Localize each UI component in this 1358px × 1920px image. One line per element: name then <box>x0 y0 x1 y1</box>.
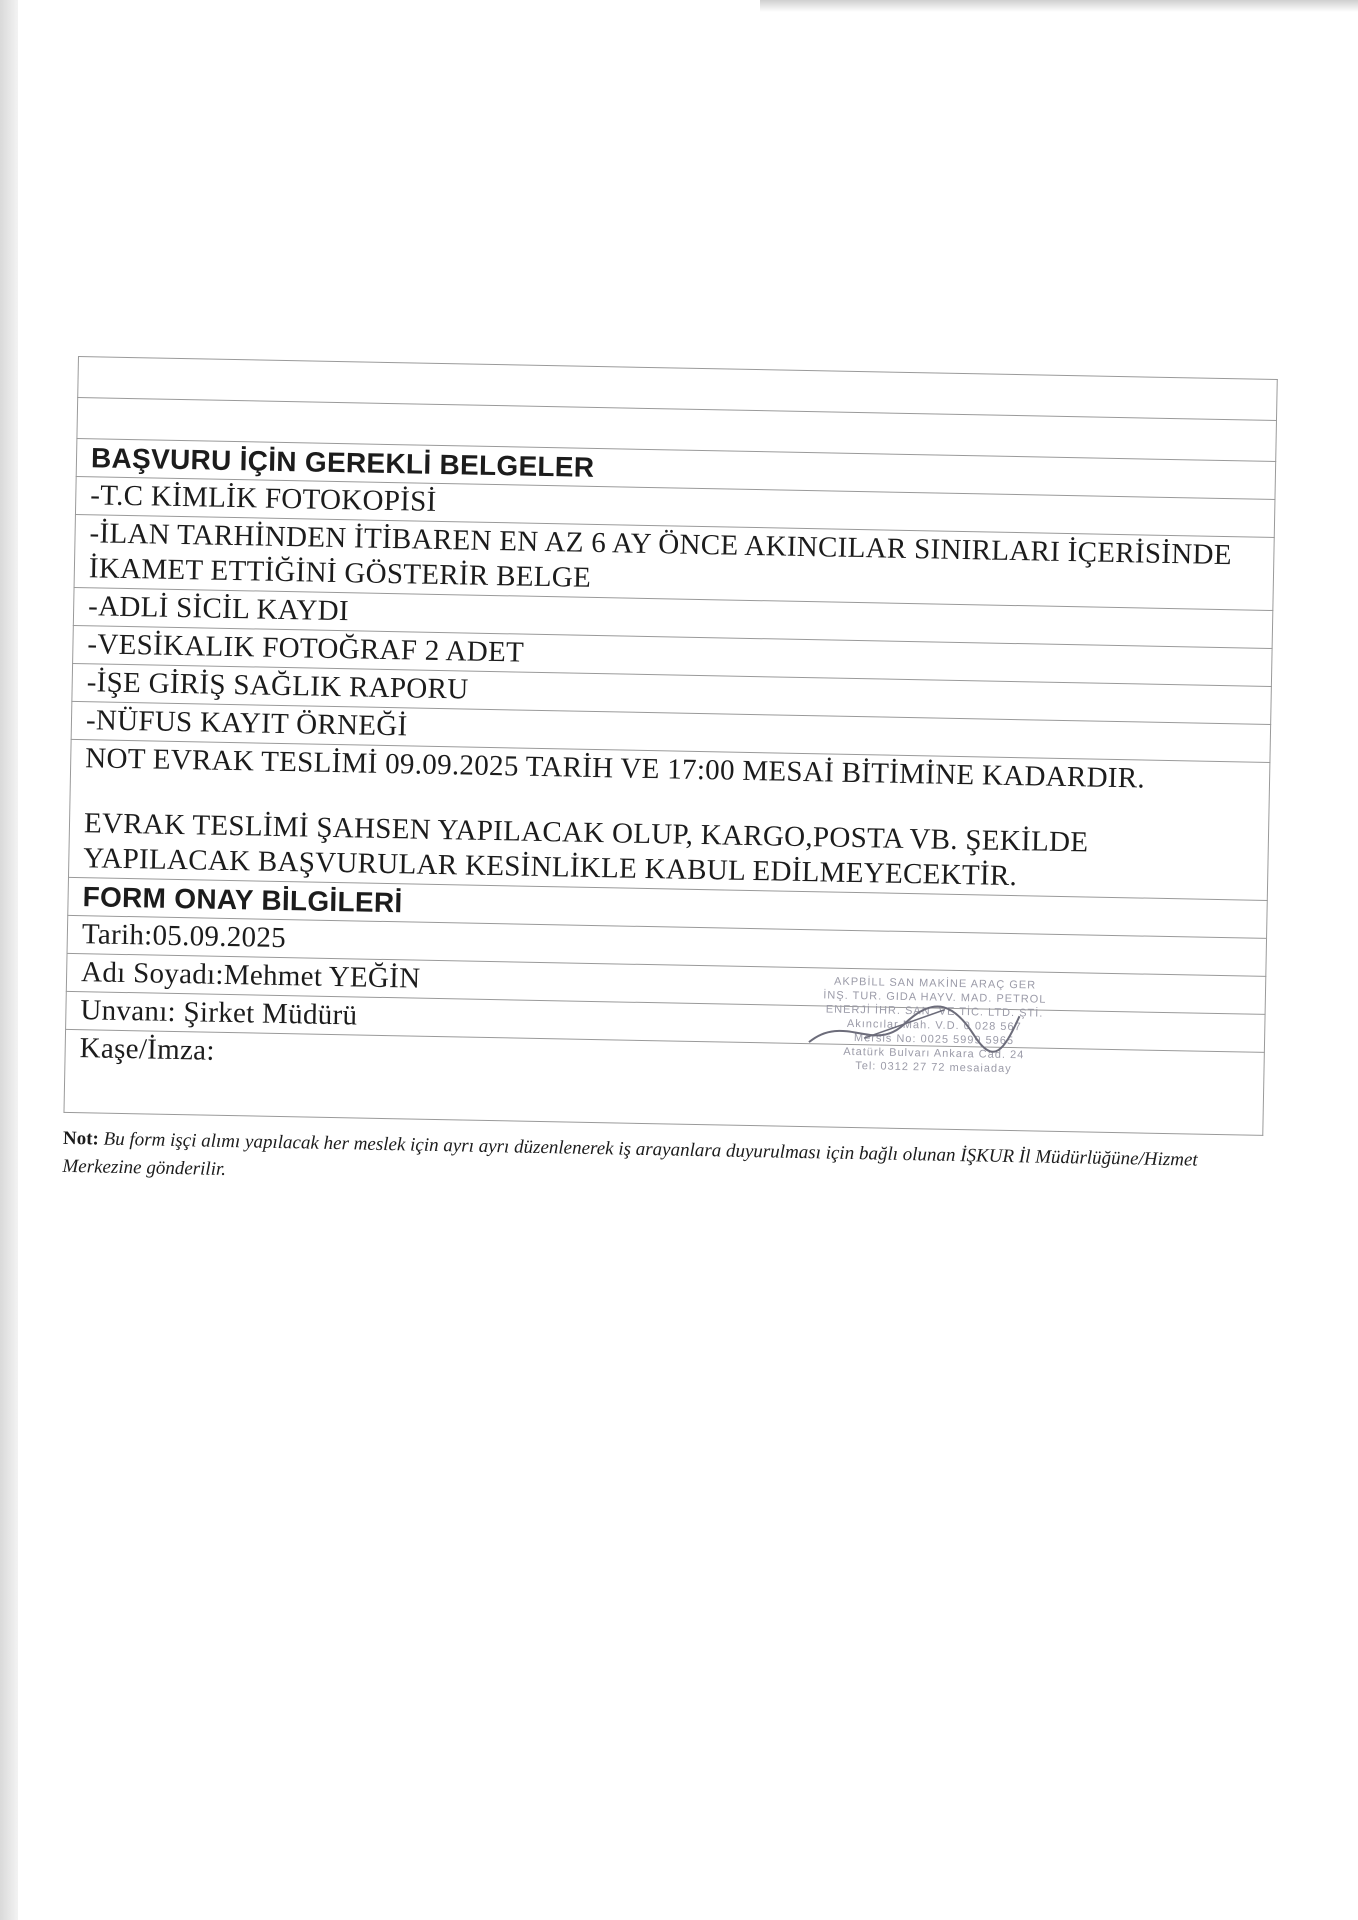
required-doc-item: -ADLİ SİCİL KAYDI <box>73 587 1273 648</box>
required-doc-item: -VESİKALIK FOTOĞRAF 2 ADET <box>73 625 1273 686</box>
footnote-label: Not: <box>62 1127 100 1150</box>
approval-heading: FORM ONAY BİLGİLERİ <box>68 877 1268 938</box>
required-docs-heading: BAŞVURU İÇİN GEREKLİ BELGELER <box>76 438 1276 499</box>
stamp-line: Mersis No: 0025 5999 5965 <box>853 1032 1015 1048</box>
signature-label: Kaşe/İmza: <box>79 1032 216 1067</box>
approval-title: Unvanı: Şirket Müdürü <box>66 991 1266 1052</box>
stamp-line: AKPBİLL SAN MAKİNE ARAÇ GER <box>833 975 1037 992</box>
stamp-line: İNŞ. TUR. GIDA HAYV. MAD. PETROL <box>823 989 1047 1006</box>
approval-date: Tarih:05.09.2025 <box>67 915 1267 976</box>
approval-name: Adı Soyadı:Mehmet YEĞİN <box>66 953 1266 1014</box>
required-doc-item: -İLAN TARHİNDEN İTİBAREN EN AZ 6 AY ÖNCE AKINCILAR SINIRLARI İÇERİSİNDE İKAMET ETTİĞİNİ GÖSTERİR BELGE <box>74 514 1274 610</box>
scan-edge <box>0 0 18 1920</box>
stamp-line: Akıncılar Mah. V.D. 0 028 567 <box>846 1017 1022 1034</box>
form-document <box>62 356 1278 1204</box>
form-table <box>63 356 1277 1136</box>
delivery-note-text: EVRAK TESLİMİ ŞAHSEN YAPILACAK OLUP, KARGO,POSTA VB. ŞEKİLDE YAPILACAK BAŞVURULAR KESİNLİKLE KABUL EDİLMEYECEKTİR. <box>83 807 1089 893</box>
stamp-line: ENERJİ İHR. SAN. VE TİC. LTD. ŞTİ. <box>825 1003 1044 1020</box>
signature-scribble <box>804 992 1025 1066</box>
required-doc-item: -NÜFUS KAYIT ÖRNEĞİ <box>71 701 1271 762</box>
deadline-note <box>68 739 1269 900</box>
required-doc-item: -İŞE GİRİŞ SAĞLIK RAPORU <box>72 663 1272 724</box>
stamp-line: Tel: 0312 27 72 mesaiaday <box>855 1060 1012 1076</box>
stamp-line: Atatürk Bulvarı Ankara Cad. 24 <box>843 1045 1025 1062</box>
deadline-note-text: NOT EVRAK TESLİMİ 09.09.2025 TARİH VE 17:00 MESAİ BİTİMİNE KADARDIR. <box>84 742 1146 795</box>
required-doc-item: -T.C KİMLİK FOTOKOPİSİ <box>75 476 1275 537</box>
scan-edge-top <box>760 0 1358 12</box>
footnote-text: Bu form işçi alımı yapılacak her meslek için ayrı ayrı düzenlenerek iş arayanlara duyurulması için bağlı olunan İŞKUR İl Müdürlüğüne/Hizmet Merkezine gönderilir. <box>62 1128 1198 1180</box>
company-stamp <box>763 973 1105 1078</box>
footnote <box>62 1125 1263 1204</box>
